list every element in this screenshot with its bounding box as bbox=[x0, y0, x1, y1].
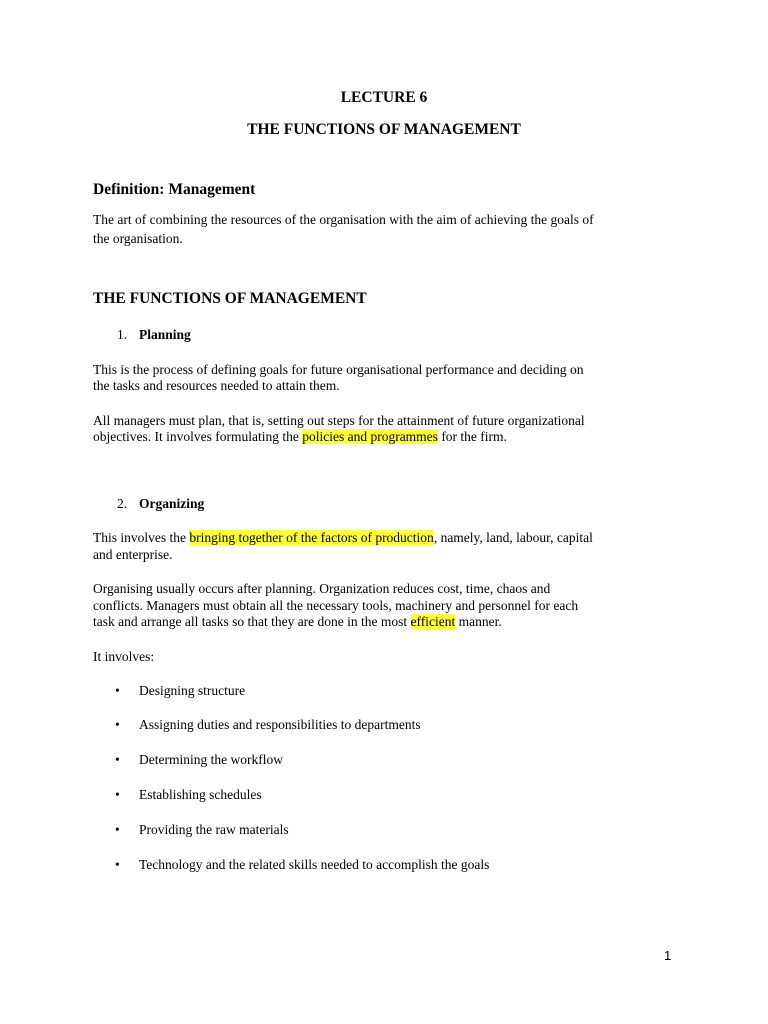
list-item: Technology and the related skills needed to accomplish the goals bbox=[139, 857, 490, 872]
organizing-paragraph-2-line-1: Organising usually occurs after planning. Organization reduces cost, time, chaos and bbox=[93, 581, 551, 596]
involves-label: It involves: bbox=[93, 649, 155, 664]
organizing-paragraph-1-line-1 bbox=[93, 529, 593, 546]
planning-text: objectives. It involves formulating the bbox=[93, 429, 303, 444]
planning-number: 1. bbox=[117, 327, 128, 342]
organizing-text: task and arrange all tasks so that they are done in the most bbox=[93, 614, 411, 629]
planning-paragraph-1-line-2: the tasks and resources needed to attain them. bbox=[93, 378, 340, 393]
organizing-paragraph-2-line-3 bbox=[93, 613, 502, 630]
highlighted-text: efficient bbox=[410, 614, 456, 629]
organizing-paragraph-2-line-2: conflicts. Managers must obtain all the necessary tools, machinery and personnel for each bbox=[93, 598, 579, 613]
organizing-text: , namely, land, labour, capital bbox=[433, 530, 593, 545]
organizing-number: 2. bbox=[117, 496, 128, 511]
bullet-icon: • bbox=[115, 717, 120, 732]
definition-text-line-1: The art of combining the resources of the organisation with the aim of achieving the goals of bbox=[93, 212, 594, 227]
bullet-icon: • bbox=[115, 752, 120, 767]
planning-text: for the firm. bbox=[437, 429, 507, 444]
list-item: Determining the workflow bbox=[139, 752, 283, 767]
planning-title: Planning bbox=[139, 327, 191, 342]
organizing-text: This involves the bbox=[93, 530, 190, 545]
page-title: THE FUNCTIONS OF MANAGEMENT bbox=[247, 121, 521, 138]
list-item: Establishing schedules bbox=[139, 787, 262, 802]
planning-paragraph-2-line-2 bbox=[93, 428, 507, 445]
definition-heading: Definition: Management bbox=[93, 181, 256, 198]
bullet-icon: • bbox=[115, 822, 120, 837]
page-number: 1 bbox=[664, 948, 672, 963]
definition-text-line-2: the organisation. bbox=[93, 231, 183, 246]
list-item: Assigning duties and responsibilities to departments bbox=[139, 717, 421, 732]
list-item: Providing the raw materials bbox=[139, 822, 289, 837]
bullet-icon: • bbox=[115, 683, 120, 698]
lecture-label: LECTURE 6 bbox=[340, 89, 428, 106]
functions-heading: THE FUNCTIONS OF MANAGEMENT bbox=[93, 290, 367, 307]
organizing-title: Organizing bbox=[139, 496, 205, 511]
highlighted-text: policies and programmes bbox=[302, 429, 438, 444]
bullet-icon: • bbox=[115, 787, 120, 802]
bullet-icon: • bbox=[115, 857, 120, 872]
organizing-text: manner. bbox=[455, 614, 502, 629]
planning-paragraph-1-line-1: This is the process of defining goals for future organisational performance and deciding on bbox=[93, 362, 584, 377]
organizing-paragraph-1-line-2: and enterprise. bbox=[93, 547, 173, 562]
planning-paragraph-2-line-1: All managers must plan, that is, setting out steps for the attainment of future organizational bbox=[93, 413, 585, 428]
highlighted-text: bringing together of the factors of production bbox=[189, 530, 434, 545]
list-item: Designing structure bbox=[139, 683, 246, 698]
